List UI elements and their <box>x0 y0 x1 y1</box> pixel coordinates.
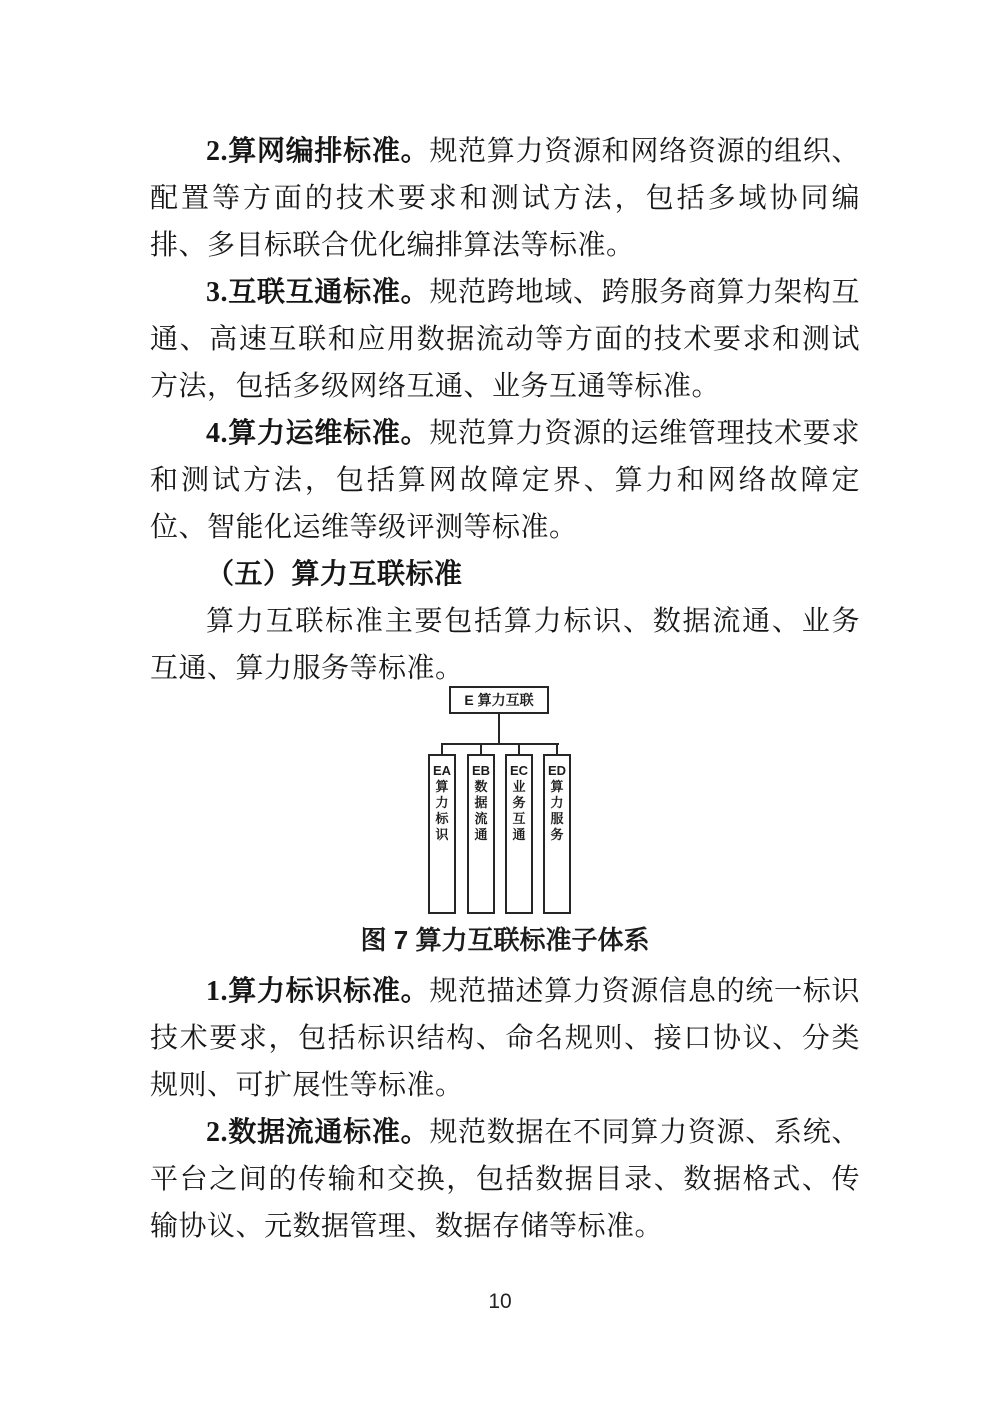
connector-line <box>498 714 500 743</box>
connector-line <box>441 745 443 754</box>
paragraph-lead: 4.算力运维标准。 <box>206 418 430 449</box>
diagram-child-box-ea <box>428 754 456 914</box>
figure-caption: 图 7 算力互联标准子体系 <box>360 925 650 955</box>
paragraph-text: 规范数据在不同算力资源、系统、平台之间的传输和交换，包括数据目录、数据格式、传输协议、元数据管理、数据存储等标准。 <box>150 1117 860 1242</box>
paragraph-intro: 算力互联标准主要包括算力标识、数据流通、业务互通、算力服务等标准。 <box>150 606 860 684</box>
paragraph-interconnect <box>150 269 860 410</box>
paragraph-identity <box>150 968 860 1109</box>
child-label: 业 务 互 通 <box>512 779 526 842</box>
diagram-child-box-ed <box>543 754 571 914</box>
connector-line <box>518 745 520 754</box>
paragraph-text: 规范描述算力资源信息的统一标识技术要求，包括标识结构、命名规则、接口协议、分类规则、可扩展性等标准。 <box>150 976 860 1101</box>
child-code: ED <box>547 763 567 778</box>
paragraph-lead: 2.算网编排标准。 <box>206 136 430 167</box>
child-code: EB <box>471 763 491 778</box>
diagram-child-box-ec <box>505 754 533 914</box>
paragraph-operations <box>150 410 860 551</box>
child-label: 数 据 流 通 <box>474 779 488 842</box>
child-code: EA <box>432 763 452 778</box>
paragraph-network-orchestration <box>150 128 860 269</box>
connector-line <box>556 745 558 754</box>
paragraph-lead: 2.数据流通标准。 <box>206 1117 430 1148</box>
child-label: 算 力 标 识 <box>435 779 449 842</box>
paragraph-data-flow <box>150 1109 860 1250</box>
org-chart <box>425 686 585 910</box>
diagram-root-box: E 算力互联 <box>449 686 549 714</box>
child-label: 算 力 服 务 <box>550 779 564 842</box>
figure-computing-interconnect-diagram <box>150 686 860 960</box>
child-code: EC <box>509 763 529 778</box>
paragraph-text: 规范算力资源和网络资源的组织、配置等方面的技术要求和测试方法，包括多域协同编排、多目标联合优化编排算法等标准。 <box>150 136 860 261</box>
connector-line <box>480 745 482 754</box>
paragraph-text: 规范跨地域、跨服务商算力架构互通、高速互联和应用数据流动等方面的技术要求和测试方法，包括多级网络互通、业务互通等标准。 <box>150 277 860 402</box>
paragraph-lead: 1.算力标识标准。 <box>206 976 430 1007</box>
section-heading-five: （五）算力互联标准 <box>206 559 463 590</box>
paragraph-lead: 3.互联互通标准。 <box>206 277 430 308</box>
page-number: 10 <box>488 1290 512 1313</box>
diagram-child-box-eb <box>467 754 495 914</box>
page-content <box>150 128 860 1250</box>
connector-line <box>441 743 559 745</box>
paragraph-text: 规范算力资源的运维管理技术要求和测试方法，包括算网故障定界、算力和网络故障定位、智能化运维等级评测等标准。 <box>150 418 860 543</box>
